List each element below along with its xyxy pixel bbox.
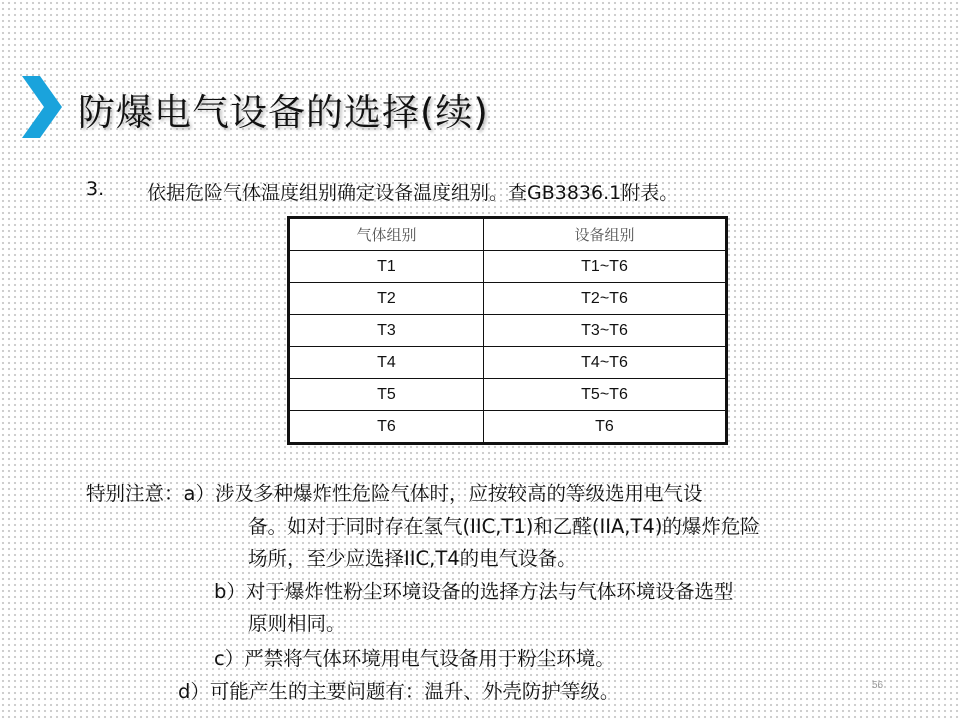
page-number: 56 bbox=[872, 680, 884, 691]
step-number: 3. bbox=[86, 178, 105, 200]
step-text: 依据危险气体温度组别确定设备温度组别。查GB3836.1附表。 bbox=[147, 182, 679, 204]
equipment-group-cell: T3~T6 bbox=[484, 315, 727, 347]
gas-group-cell: T2 bbox=[289, 283, 484, 315]
table-row bbox=[289, 411, 727, 444]
note-d: d）可能产生的主要问题有：温升、外壳防护等级。 bbox=[178, 680, 620, 703]
gas-group-cell: T1 bbox=[289, 251, 484, 283]
header-gas-group: 气体组别 bbox=[289, 218, 484, 251]
note-a-line2: 备。如对于同时存在氢气(IIC,T1)和乙醛(IIA,T4)的爆炸危险 bbox=[248, 515, 760, 538]
equipment-group-cell: T4~T6 bbox=[484, 347, 727, 379]
header-equipment-group: 设备组别 bbox=[484, 218, 727, 251]
note-a-line3: 场所，至少应选择IIC,T4的电气设备。 bbox=[248, 547, 577, 570]
chevron-right-icon bbox=[22, 76, 62, 138]
equipment-group-cell: T5~T6 bbox=[484, 379, 727, 411]
temperature-group-table bbox=[287, 216, 728, 445]
note-b-line1: b）对于爆炸性粉尘环境设备的选择方法与气体环境设备选型 bbox=[214, 580, 734, 603]
gas-group-cell: T5 bbox=[289, 379, 484, 411]
gas-group-cell: T3 bbox=[289, 315, 484, 347]
note-b-line2: 原则相同。 bbox=[248, 612, 346, 635]
equipment-group-cell: T2~T6 bbox=[484, 283, 727, 315]
table-header-row bbox=[289, 218, 727, 251]
table-row bbox=[289, 251, 727, 283]
equipment-group-cell: T1~T6 bbox=[484, 251, 727, 283]
equipment-group-cell: T6 bbox=[484, 411, 727, 444]
gas-group-cell: T4 bbox=[289, 347, 484, 379]
page-title: 防爆电气设备的选择(续) bbox=[78, 91, 489, 134]
table-row bbox=[289, 283, 727, 315]
gas-group-cell: T6 bbox=[289, 411, 484, 444]
table-row bbox=[289, 315, 727, 347]
table-row bbox=[289, 379, 727, 411]
note-a-line1: 特别注意：a）涉及多种爆炸性危险气体时，应按较高的等级选用电气设 bbox=[86, 482, 703, 505]
table-row bbox=[289, 347, 727, 379]
note-c: c）严禁将气体环境用电气设备用于粉尘环境。 bbox=[214, 647, 615, 670]
